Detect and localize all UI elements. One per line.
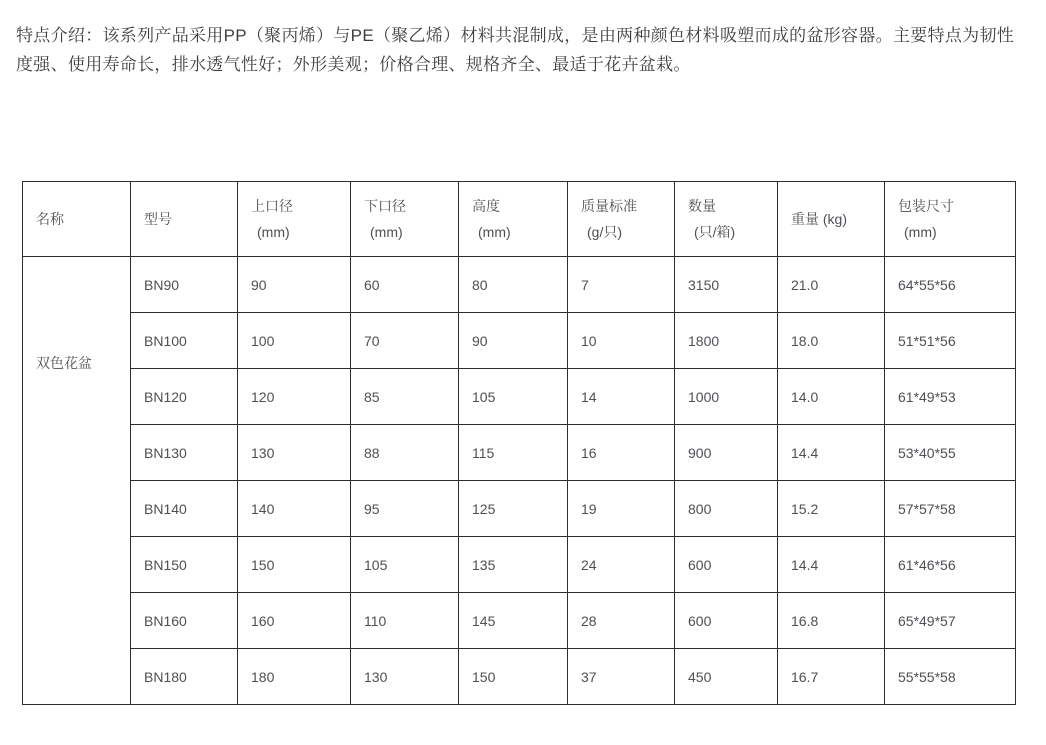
table-row — [23, 537, 1016, 593]
header-weight — [778, 182, 885, 257]
cell-top-diameter: 100 — [238, 313, 351, 369]
cell-height: 105 — [459, 369, 568, 425]
header-top-diameter-label: 上口径 — [251, 198, 293, 214]
table-row — [23, 425, 1016, 481]
cell-height: 150 — [459, 649, 568, 705]
cell-weight: 14.0 — [778, 369, 885, 425]
cell-height: 135 — [459, 537, 568, 593]
header-package-size-unit: (mm) — [904, 224, 937, 240]
cell-weight: 18.0 — [778, 313, 885, 369]
product-name-cell: 双色花盆 — [23, 257, 131, 705]
header-package-size — [885, 182, 1016, 257]
intro-paragraph: 特点介绍：该系列产品采用PP（聚丙烯）与PE（聚乙烯）材料共混制成，是由两种颜色材料吸塑而成的盆形容器。主要特点为韧性度强、使用寿命长，排水透气性好；外形美观；价格合理、规格齐全、最适于花卉盆栽。 — [16, 26, 1015, 74]
cell-model: BN100 — [131, 313, 238, 369]
cell-package-size: 61*49*53 — [885, 369, 1016, 425]
header-height-label: 高度 — [472, 198, 500, 214]
cell-height: 115 — [459, 425, 568, 481]
cell-model: BN140 — [131, 481, 238, 537]
cell-height: 80 — [459, 257, 568, 313]
cell-quality-standard: 24 — [568, 537, 675, 593]
cell-bottom-diameter: 88 — [351, 425, 459, 481]
cell-quality-standard: 14 — [568, 369, 675, 425]
cell-quantity: 450 — [675, 649, 778, 705]
cell-quality-standard: 19 — [568, 481, 675, 537]
header-row — [23, 182, 1016, 257]
cell-bottom-diameter: 130 — [351, 649, 459, 705]
cell-top-diameter: 130 — [238, 425, 351, 481]
table-row — [23, 649, 1016, 705]
cell-height: 90 — [459, 313, 568, 369]
cell-quantity: 600 — [675, 593, 778, 649]
table-row — [23, 481, 1016, 537]
cell-bottom-diameter: 70 — [351, 313, 459, 369]
cell-bottom-diameter: 95 — [351, 481, 459, 537]
header-quantity-label: 数量 — [688, 198, 716, 214]
table-row — [23, 313, 1016, 369]
header-quantity-unit: (只/箱) — [694, 224, 736, 240]
cell-height: 125 — [459, 481, 568, 537]
cell-model: BN150 — [131, 537, 238, 593]
cell-quantity: 800 — [675, 481, 778, 537]
header-weight-label: 重量 (kg) — [791, 211, 847, 227]
cell-quantity: 900 — [675, 425, 778, 481]
header-name — [23, 182, 131, 257]
header-quality-standard-unit: (g/只) — [587, 224, 622, 240]
cell-package-size: 53*40*55 — [885, 425, 1016, 481]
cell-bottom-diameter: 60 — [351, 257, 459, 313]
cell-weight: 14.4 — [778, 425, 885, 481]
cell-quantity: 600 — [675, 537, 778, 593]
header-quality-standard — [568, 182, 675, 257]
cell-model: BN160 — [131, 593, 238, 649]
cell-height: 145 — [459, 593, 568, 649]
cell-model: BN90 — [131, 257, 238, 313]
header-name-label: 名称 — [36, 211, 64, 227]
cell-weight: 16.7 — [778, 649, 885, 705]
cell-top-diameter: 160 — [238, 593, 351, 649]
cell-package-size: 65*49*57 — [885, 593, 1016, 649]
cell-bottom-diameter: 105 — [351, 537, 459, 593]
cell-top-diameter: 140 — [238, 481, 351, 537]
header-top-diameter — [238, 182, 351, 257]
cell-package-size: 55*55*58 — [885, 649, 1016, 705]
header-height — [459, 182, 568, 257]
cell-top-diameter: 120 — [238, 369, 351, 425]
header-top-diameter-unit: (mm) — [257, 224, 290, 240]
header-bottom-diameter-unit: (mm) — [370, 224, 403, 240]
cell-quantity: 1800 — [675, 313, 778, 369]
cell-quality-standard: 16 — [568, 425, 675, 481]
table-row — [23, 593, 1016, 649]
header-quantity — [675, 182, 778, 257]
cell-quality-standard: 7 — [568, 257, 675, 313]
cell-model: BN130 — [131, 425, 238, 481]
header-bottom-diameter-label: 下口径 — [364, 198, 406, 214]
cell-package-size: 51*51*56 — [885, 313, 1016, 369]
cell-quality-standard: 28 — [568, 593, 675, 649]
table-row — [23, 257, 1016, 313]
cell-model: BN180 — [131, 649, 238, 705]
cell-model: BN120 — [131, 369, 238, 425]
table-row — [23, 369, 1016, 425]
cell-top-diameter: 180 — [238, 649, 351, 705]
header-package-size-label: 包装尺寸 — [898, 198, 954, 214]
cell-bottom-diameter: 110 — [351, 593, 459, 649]
cell-top-diameter: 90 — [238, 257, 351, 313]
header-model-label: 型号 — [144, 211, 172, 227]
cell-bottom-diameter: 85 — [351, 369, 459, 425]
header-quality-standard-label: 质量标准 — [581, 198, 637, 214]
cell-quality-standard: 37 — [568, 649, 675, 705]
header-model — [131, 182, 238, 257]
spec-table — [22, 181, 1016, 705]
header-bottom-diameter — [351, 182, 459, 257]
cell-package-size: 64*55*56 — [885, 257, 1016, 313]
cell-quality-standard: 10 — [568, 313, 675, 369]
cell-weight: 15.2 — [778, 481, 885, 537]
cell-quantity: 1000 — [675, 369, 778, 425]
cell-package-size: 57*57*58 — [885, 481, 1016, 537]
cell-weight: 21.0 — [778, 257, 885, 313]
cell-quantity: 3150 — [675, 257, 778, 313]
cell-package-size: 61*46*56 — [885, 537, 1016, 593]
header-height-unit: (mm) — [478, 224, 511, 240]
cell-top-diameter: 150 — [238, 537, 351, 593]
cell-weight: 16.8 — [778, 593, 885, 649]
cell-weight: 14.4 — [778, 537, 885, 593]
